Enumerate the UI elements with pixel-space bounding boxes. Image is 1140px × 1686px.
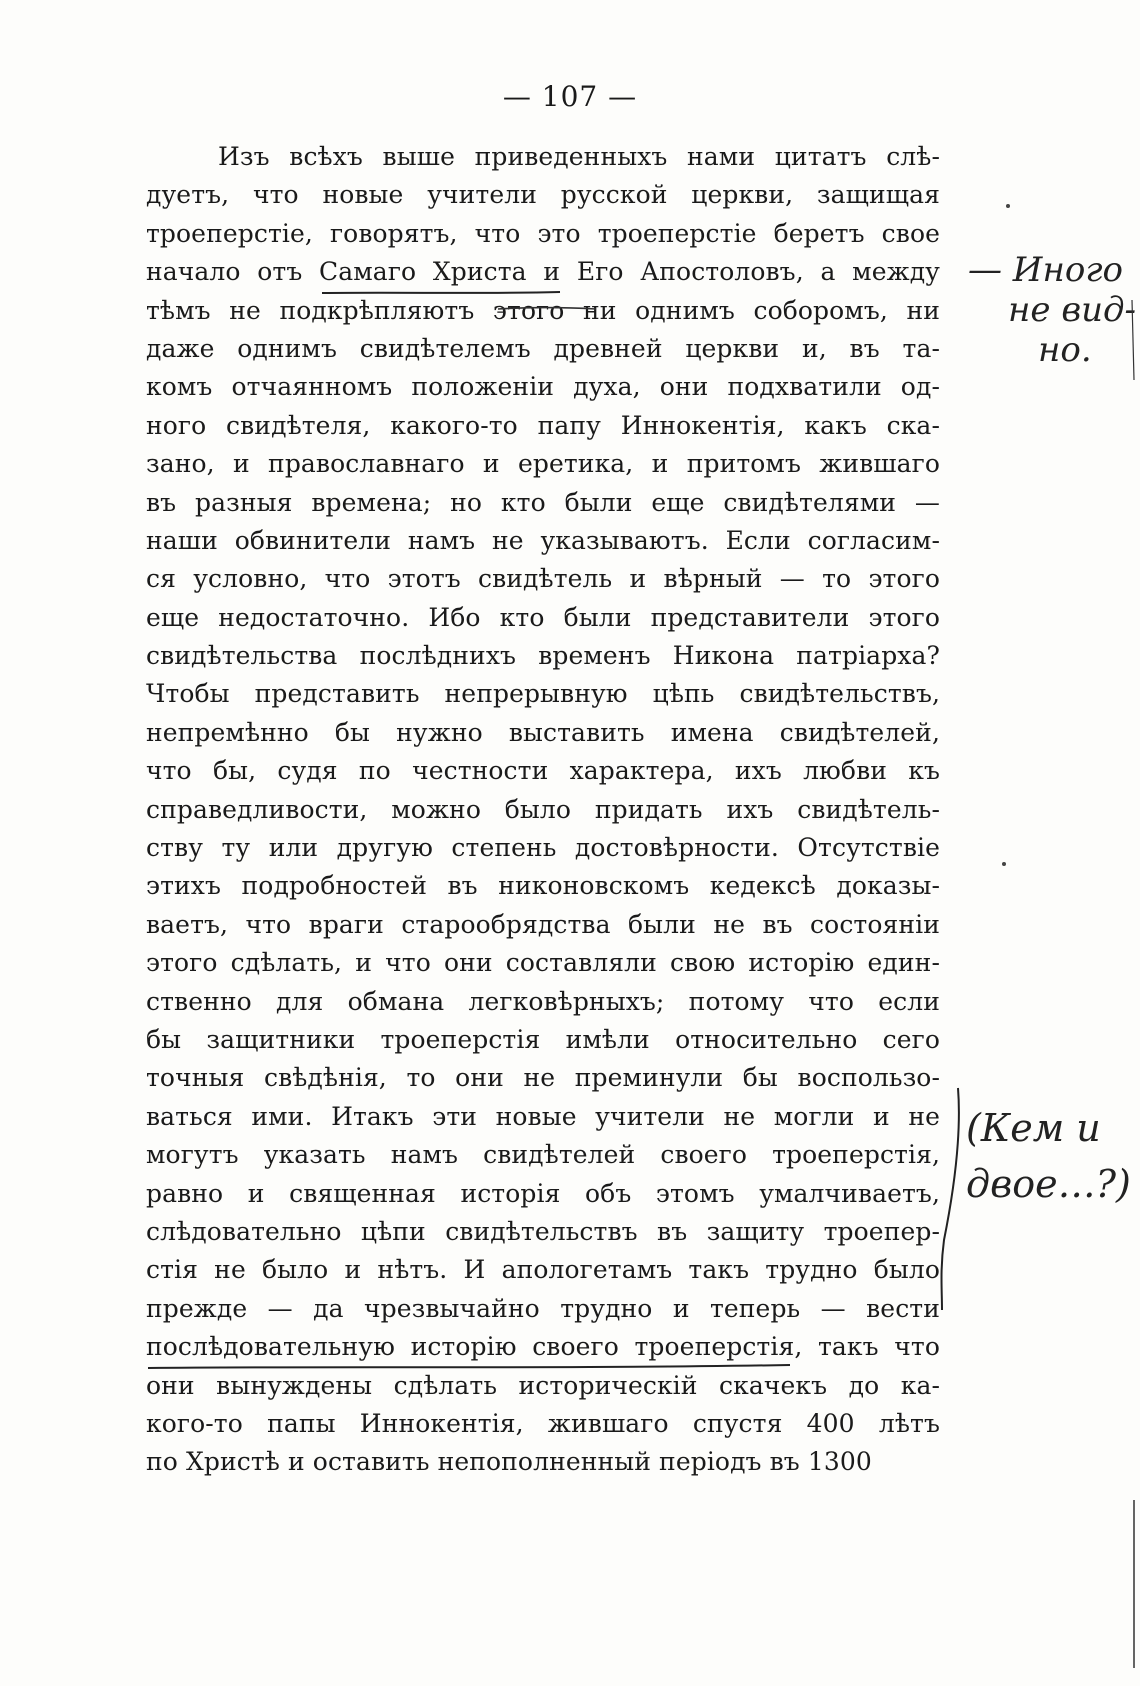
text-line: Чтобы представить непрерывную цѣпь свидѣтельствъ, [146,679,940,709]
text-line: они вынуждены сдѣлать историческій скачекъ до ка- [146,1370,940,1400]
text-line: этого сдѣлать, и что они составляли свою исторію един- [146,948,940,978]
text-line: послѣдовательную исторію своего троеперстія, такъ что [146,1332,940,1362]
text-line: свидѣтельства послѣднихъ временъ Никона патріарха? [146,641,940,671]
text-line: троеперстіе, говорятъ, что это троеперстіе беретъ свое [146,218,940,248]
text-line: прежде — да чрезвычайно трудно и теперь — вести [146,1293,940,1323]
text-line: ваться ими. Итакъ эти новые учители не могли и не [146,1101,940,1131]
ink-dot [1002,862,1006,866]
text-line: равно и священная исторія объ этомъ умалчиваетъ, [146,1178,940,1208]
text-line: наши обвинители намъ не указываютъ. Если согласим- [146,525,940,555]
note-line: но. [1038,330,1092,370]
text-line: бы защитники троеперстія имѣли относительно сего [146,1024,940,1054]
text-line: въ разныя времена; но кто были еще свидѣтелями — [146,487,940,517]
text-line: еще недостаточно. Ибо кто были представители этого [146,602,940,632]
margin-note-top [968,250,1136,370]
text-line: ся условно, что этотъ свидѣтель и вѣрный — то этого [146,564,940,594]
text-line: ного свидѣтеля, какого-то папу Иннокентія, какъ ска- [146,410,940,440]
text-line: даже однимъ свидѣтелемъ древней церкви и, въ та- [146,333,940,363]
text-line: тѣмъ не подкрѣпляютъ этого ни однимъ соборомъ, ни [146,295,940,325]
note-line: (Кем и [966,1106,1101,1150]
margin-note-bottom [966,1100,1131,1212]
text-line: стія не было и нѣтъ. И апологетамъ такъ трудно было [146,1255,940,1285]
text-line: могутъ указать намъ свидѣтелей своего троеперстія, [146,1140,940,1170]
note-line: не вид- [1008,290,1137,330]
text-line: Изъ всѣхъ выше приведенныхъ нами цитатъ слѣ- [218,142,940,171]
text-line: дуетъ, что новые учители русской церкви, защищая [146,180,940,210]
text-line: что бы, судя по честности характера, ихъ любви къ [146,756,940,786]
text-line: зано, и православнаго и еретика, и притомъ жившаго [146,449,940,479]
text-line: ству ту или другую степень достовѣрности. Отсутствіе [146,833,940,863]
page-number: — 107 — [502,80,638,113]
text-line: комъ отчаянномъ положеніи духа, они подхватили од- [146,372,940,402]
text-line: справедливости, можно было придать ихъ свидѣтель- [146,794,940,824]
text-line: ственно для обмана легковѣрныхъ; потому что если [146,986,940,1016]
bracket-mark [942,1088,959,1310]
text-line: по Христѣ и оставить непополненный періодъ въ 1300 [146,1447,872,1477]
text-line: этихъ подробностей въ никоновскомъ кедексѣ доказы- [146,871,940,901]
text-line: слѣдовательно цѣпи свидѣтельствъ въ защиту троепер- [146,1216,940,1246]
text-line: начало отъ Самаго Христа и Его Апостоловъ, а между [146,257,940,287]
text-line: кого-то папы Иннокентія, жившаго спустя 400 лѣтъ [146,1408,940,1438]
note-line: — Иного [968,250,1123,290]
text-line: точныя свѣдѣнія, то они не преминули бы воспользо- [146,1063,940,1093]
body-text [146,138,940,1482]
text-line: непремѣнно бы нужно выставить имена свидѣтелей, [146,717,940,747]
ink-dot [1006,204,1010,208]
note-line: двое…?) [966,1162,1131,1206]
text-line: ваетъ, что враги старообрядства были не въ состояніи [146,909,940,939]
